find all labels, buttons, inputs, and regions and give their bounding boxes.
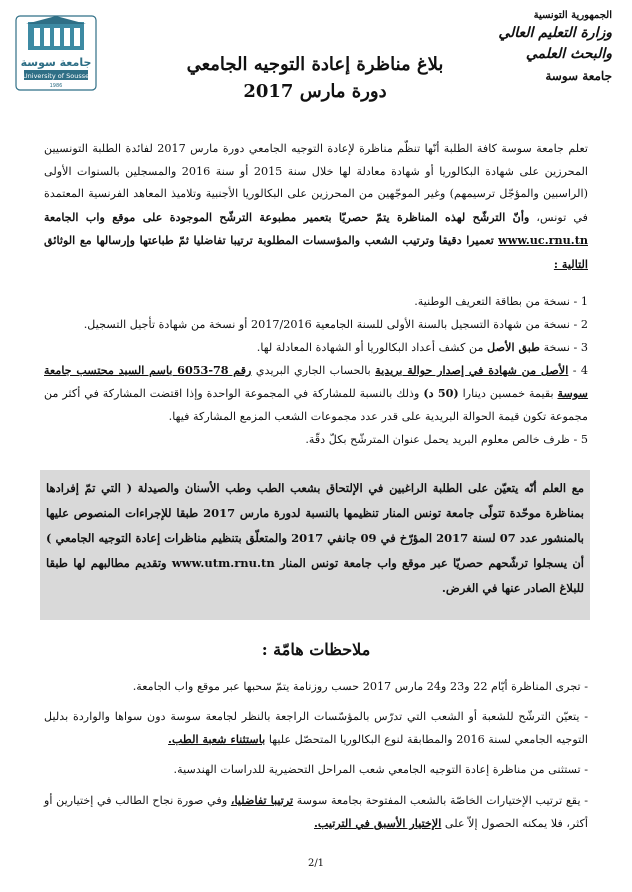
medical-notice-box <box>40 470 590 620</box>
logo-arabic-text: جامعة سوسة <box>20 56 92 69</box>
item4-mid-2: بقيمة خمسين دينارا <box>462 387 554 400</box>
list-item: 1 - نسخة من بطاقة التعريف الوطنية. <box>414 295 588 308</box>
logo-year: 1986 <box>49 83 63 89</box>
item4-suffix: وذلك بالنسبة للمشاركة في المجموعة الواحدة وإذا اقتضت المشاركة في أكثر من مجموعة تكون قيمة الحوالة البريدية على قدر عدد مجموعات الشعب المزمع المشاركة فيها. <box>44 387 588 423</box>
item4-bold-1: الأصل من شهادة في إصدار حوالة بريدية <box>375 363 569 377</box>
item4-prefix: 4 - <box>572 364 589 377</box>
intro-bold-after: تعميرا دقيقا وترتيب الشعب والمؤسسات المطلوبة ترتيبا تفاضليا ثمّ طباعتها وإرسالها مع الوثائق <box>44 233 494 247</box>
ministry-line-2: والبحث العلمي <box>525 46 612 62</box>
item3-prefix: 3 - نسخة <box>543 341 588 354</box>
intro-tail: التالية : <box>553 256 588 271</box>
republic-label: الجمهورية التونسية <box>533 10 612 21</box>
university-logo <box>14 14 98 92</box>
page-number: 2/1 <box>307 858 325 869</box>
intro-paragraph <box>44 138 588 276</box>
university-website-link[interactable]: www.uc.rnu.tn <box>498 233 588 247</box>
note2-bold: باستثناء شعبة الطب. <box>168 732 266 746</box>
item4-mid-1: بالحساب الجاري البريدي <box>255 364 371 377</box>
university-emblem-icon <box>14 14 98 92</box>
note-item <box>44 789 588 835</box>
utm-website-link[interactable]: www.utm.rnu.tn <box>171 556 275 570</box>
item4-bold-3: (50 د) <box>423 386 459 400</box>
notice-text-2: وتقديم مطالبهم لها طبقا للبلاغ الصادر عنها في الغرض. <box>46 556 584 595</box>
title-line-1: بلاغ مناظرة إعادة التوجيه الجامعي <box>186 54 444 75</box>
item3-bold: طبق الأصل <box>487 340 541 354</box>
item4-bold-2: رقم 78-6053 باسم السيد محتسب جامعة سوسة <box>44 363 589 400</box>
required-documents-list <box>44 290 588 451</box>
intro-text: تعلم جامعة سوسة كافة الطلبة أنّها تنظّم مناظرة لإعادة التوجيه الجامعي دورة مارس 2017 لفائدة الطلبة التونسيين المحرزين على شهادة البكالوريا أو شهادة معادلة لها خلال سنة 2015 أو سنة 2016 والمسجلين بالسنوات الأولى (الراسبين والمؤجّل ترسيمهم) وغير الموجّهين من المحرزين على البكالوريا الأجنبية وتلاميذ المعاهد الفرنسية المعتمدة في تونس، <box>44 142 588 224</box>
note-item <box>44 706 588 751</box>
note4-bold-1: ترتيبا تفاضليا، <box>230 793 294 807</box>
intro-bold-text: وأنّ الترشّح لهذه المناظرة يتمّ حصريّا بتعمير مطبوعة الترشّح الموجودة على موقع واب الجامعة <box>44 209 530 224</box>
note4-mid: وفي صورة نجاح الطالب في إختيارين أو أكثر، فلا يمكنه الحصول إلاّ على <box>44 794 588 830</box>
notes-list <box>44 676 588 843</box>
announcement-title <box>150 54 480 102</box>
note4-text: - يقع ترتيب الإختيارات الخاصّة بالشعب المفتوحة بجامعة سوسة <box>296 794 588 807</box>
list-item <box>44 359 588 428</box>
list-item: 2 - نسخة من شهادة التسجيل بالسنة الأولى للسنة الجامعية 2017/2016 أو نسخة من شهادة تأجيل التسجيل. <box>83 318 588 331</box>
university-name: جامعة سوسة <box>545 69 612 83</box>
ministry-line-1: وزارة التعليم العالي <box>498 25 612 41</box>
list-item <box>44 336 588 359</box>
item3-suffix: من كشف أعداد البكالوريا أو الشهادة المعادلة لها. <box>256 341 484 354</box>
note2-text: - يتعيّن الترشّح للشعبة أو الشعب التي تدرّس بالمؤسّسات الراجعة بالنظر لجامعة سوسة دون سواها والواردة بدليل التوجيه الجامعي لسنة 2016 والمطابقة لنوع البكالوريا المتحصّل عليها <box>44 710 588 746</box>
ministry-header <box>462 10 612 83</box>
note-item: - تستثنى من مناظرة إعادة التوجيه الجامعي شعب المراحل التحضيرية للدراسات الهندسية. <box>173 763 588 776</box>
title-line-2: دورة مارس 2017 <box>243 81 387 102</box>
list-item: 5 - ظرف خالص معلوم البريد يحمل عنوان المترشّح بكلّ دقّة. <box>305 433 588 446</box>
logo-latin-text: University of Sousse <box>22 72 90 80</box>
notice-text-1: مع العلم أنّه يتعيّن على الطلبة الراغبين في الإلتحاق بشعب الطب وطب الأسنان والصيدلة ( التي تمّ إفرادها بمناظرة موحّدة تتولّى جامعة تونس المنار تنظيمها بالنسبة لدورة مارس 2017 طبقا للإجراءات المنصوص عليها بالمنشور عدد 07 لسنة 2017 المؤرّخ في 09 جانفي 2017 والمتعلّق بتنظيم مناظرات إعادة التوجيه الجامعي ) أن يسجلوا ترشّحهم حصريّا عبر موقع واب جامعة تونس المنار <box>46 481 585 570</box>
notes-title: ملاحظات هامّة : <box>261 640 371 659</box>
note4-bold-2: الإختيار الأسبق في الترتيب. <box>314 816 442 830</box>
note-item: - تجرى المناظرة أيّام 22 و23 و24 مارس 2017 حسب روزنامة يتمّ سحبها عبر موقع واب الجامعة. <box>132 680 588 693</box>
